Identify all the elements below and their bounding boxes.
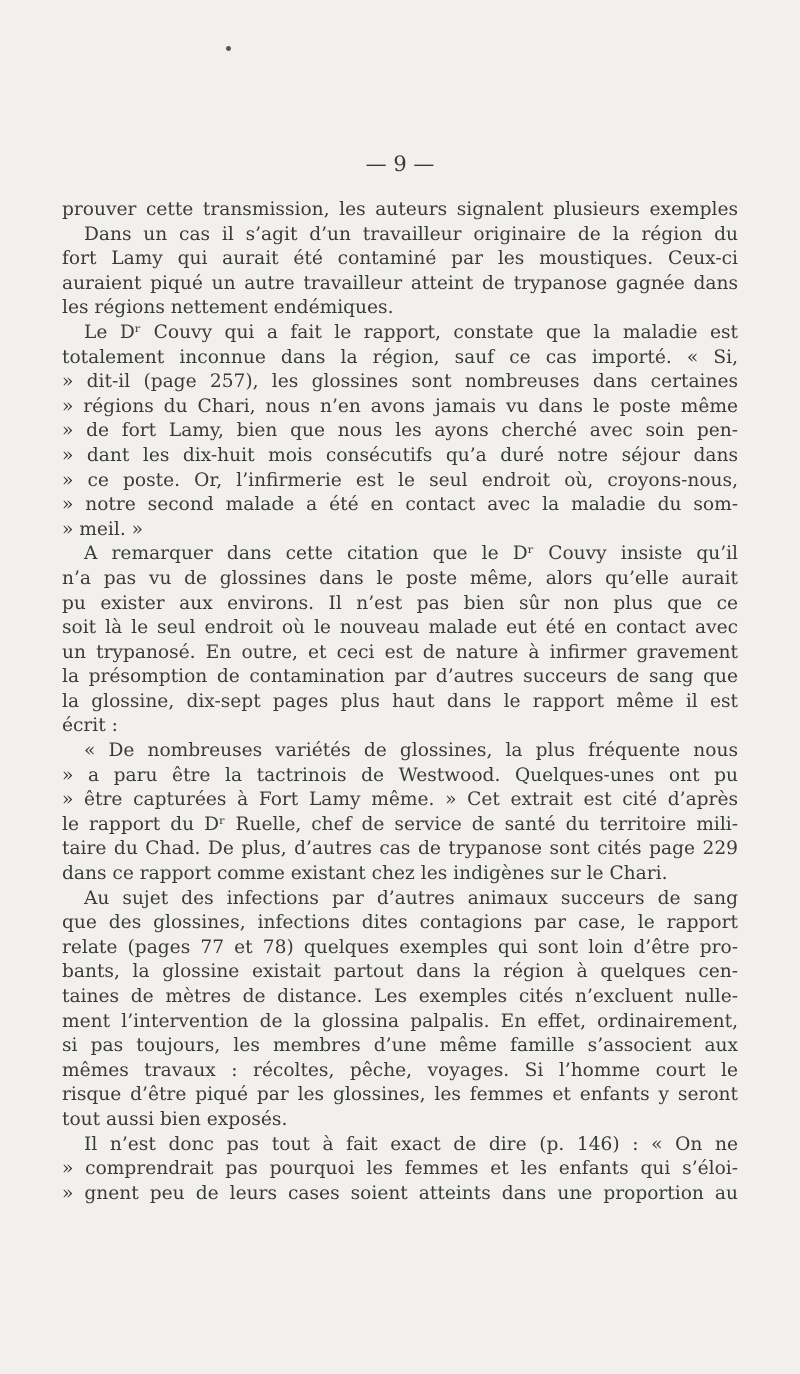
text-line: si pas toujours, les membres d’une même famille s’associent aux	[62, 1035, 738, 1057]
text-line: relate (pages 77 et 78) quelques exemples qui sont loin d’être pro-	[62, 936, 738, 958]
body-text	[62, 198, 738, 1206]
text-line: le rapport du Dʳ Ruelle, chef de service de santé du territoire mili-	[62, 813, 738, 835]
text-line: » dit-il (page 257), les glossines sont nombreuses dans certaines	[62, 371, 738, 393]
text-line: soit là le seul endroit où le nouveau malade eut été en contact avec	[62, 617, 738, 639]
ink-speck	[226, 46, 231, 51]
text-line: » être capturées à Fort Lamy même. » Cet extrait est cité d’après	[62, 789, 738, 811]
text-line: Au sujet des infections par d’autres animaux succeurs de sang	[84, 887, 738, 909]
text-line: risque d’être piqué par les glossines, les femmes et enfants y seront	[62, 1084, 738, 1106]
text-line: » de fort Lamy, bien que nous les ayons cherché avec soin pen-	[62, 420, 738, 442]
text-line: dans ce rapport comme existant chez les indigènes sur le Chari.	[62, 863, 668, 885]
text-line: bants, la glossine existait partout dans la région à quelques cen-	[62, 961, 738, 983]
text-line: Le Dʳ Couvy qui a fait le rapport, constate que la maladie est	[84, 321, 738, 343]
text-line: » régions du Chari, nous n’en avons jamais vu dans le poste même	[62, 395, 738, 417]
text-line: » notre second malade a été en contact avec la maladie du som-	[62, 494, 738, 516]
text-line: la présomption de contamination par d’autres succeurs de sang que	[62, 666, 738, 688]
text-line: » ce poste. Or, l’infirmerie est le seul endroit où, croyons-nous,	[62, 469, 738, 491]
text-line: totalement inconnue dans la région, sauf ce cas importé. « Si,	[62, 346, 738, 368]
text-line: n’a pas vu de glossines dans le poste même, alors qu’elle aurait	[62, 567, 738, 589]
page-number: — 9 —	[365, 152, 435, 176]
text-line: tout aussi bien exposés.	[62, 1108, 288, 1130]
text-line: Dans un cas il s’agit d’un travailleur originaire de la région du	[84, 223, 738, 245]
text-line: « De nombreuses variétés de glossines, la plus fréquente nous	[84, 740, 738, 762]
text-line: mêmes travaux : récoltes, pêche, voyages. Si l’homme court le	[62, 1059, 738, 1081]
text-line: ment l’intervention de la glossina palpalis. En effet, ordinairement,	[62, 1010, 738, 1032]
text-line: les régions nettement endémiques.	[62, 297, 394, 319]
text-line: fort Lamy qui aurait été contaminé par les moustiques. Ceux-ci	[62, 248, 738, 270]
text-line: écrit :	[62, 715, 118, 737]
text-line: auraient piqué un autre travailleur atteint de trypanose gagnée dans	[62, 272, 738, 294]
text-line: pu exister aux environs. Il n’est pas bien sûr non plus que ce	[62, 592, 738, 614]
text-line: taire du Chad. De plus, d’autres cas de trypanose sont cités page 229	[62, 838, 738, 860]
text-line: » meil. »	[62, 518, 144, 540]
text-line: Il n’est donc pas tout à fait exact de dire (p. 146) : « On ne	[84, 1133, 738, 1155]
text-line: » a paru être la tactrinois de Westwood. Quelques-unes ont pu	[62, 764, 738, 786]
text-line: que des glossines, infections dites contagions par case, le rapport	[62, 912, 738, 934]
text-line: A remarquer dans cette citation que le Dʳ Couvy insiste qu’il	[84, 543, 738, 565]
text-line: la glossine, dix-sept pages plus haut dans le rapport même il est	[62, 690, 738, 712]
text-line: » comprendrait pas pourquoi les femmes et les enfants qui s’éloi-	[62, 1158, 738, 1180]
text-line: taines de mètres de distance. Les exemples cités n’excluent nulle-	[62, 986, 738, 1007]
text-line: » gnent peu de leurs cases soient atteints dans une proportion au	[62, 1182, 738, 1204]
text-line: un trypanosé. En outre, et ceci est de nature à infirmer gravement	[62, 641, 738, 663]
text-line: » dant les dix-huit mois consécutifs qu’a duré notre séjour dans	[62, 444, 738, 466]
text-line: prouver cette transmission, les auteurs signalent plusieurs exemples	[62, 199, 738, 220]
